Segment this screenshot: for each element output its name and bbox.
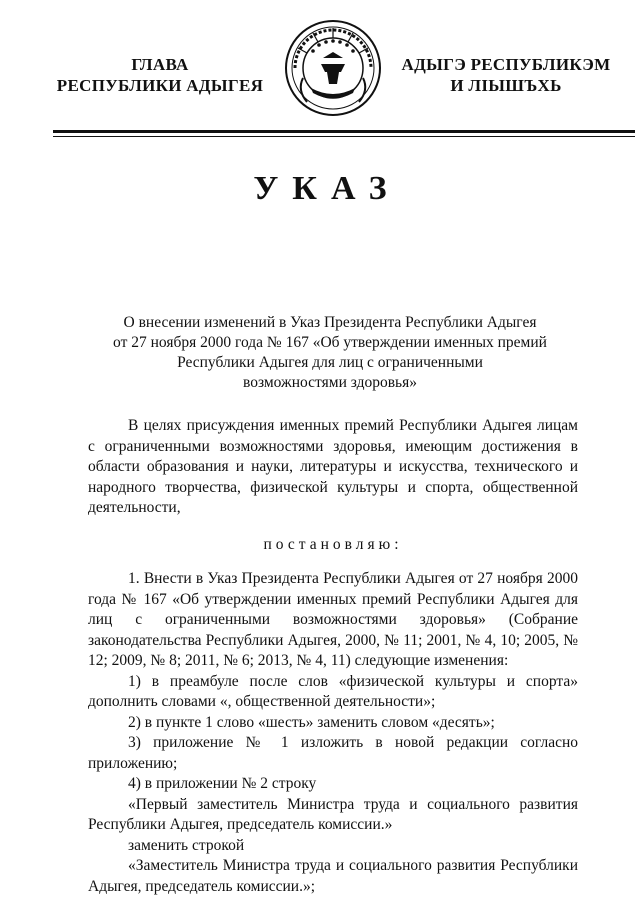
document-title: УКАЗ xyxy=(253,170,401,207)
decree-word: постановляю: xyxy=(263,535,403,553)
subject-line1: О внесении изменений в Указ Президента Республики Адыгея xyxy=(123,314,537,331)
preamble-paragraph: В целях присуждения именных премий Республики Адыгея лицам с ограниченными возможностями здоровья, имеющим достижения в области образования и науки, литературы и искусства, технического и народного творчества, физической культуры и спорта, общественной деятельности, xyxy=(88,417,578,516)
header-divider-thick xyxy=(53,130,635,133)
document-body xyxy=(88,416,578,897)
item-1-2: 2) в пункте 1 слово «шесть» заменить словом «десять»; xyxy=(128,713,495,731)
item-1-1: 1) в преамбуле после слов «физической культуры и спорта» дополнить словами «, общественной деятельности»; xyxy=(88,672,578,710)
document-subject xyxy=(96,313,564,393)
item-1-4-new-line: «Заместитель Министра труда и социального развития Республики Адыгея, председатель комиссии.»; xyxy=(88,857,578,895)
header-left xyxy=(40,54,280,96)
item-1-4-old-line: «Первый заместитель Министра труда и социального развития Республики Адыгея, председатель комиссии.» xyxy=(88,795,578,833)
header-left-line2: РЕСПУБЛИКИ АДЫГЕЯ xyxy=(56,76,264,95)
item-1-4-replace: заменить строкой xyxy=(128,836,245,854)
header-right xyxy=(392,54,620,96)
header-left-line1: ГЛАВА xyxy=(131,55,189,74)
header-right-line2: И ЛІЫШЪХЬ xyxy=(450,76,562,95)
header-divider-thin xyxy=(53,136,635,137)
header-right-line1: АДЫГЭ РЕСПУБЛИКЭМ xyxy=(401,55,611,74)
item-1-3: 3) приложение № 1 изложить в новой редакции согласно приложению; xyxy=(88,734,578,772)
subject-line4: возможностями здоровья» xyxy=(243,374,417,391)
subject-line2: от 27 ноября 2000 года № 167 «Об утверждении именных премий xyxy=(113,334,547,351)
subject-line3: Республики Адыгея для лиц с ограниченными xyxy=(177,354,483,371)
item-1: 1. Внести в Указ Президента Республики Адыгея от 27 ноября 2000 года № 167 «Об утверждении именных премий Республики Адыгея для лиц с ограниченными возможностями здоровья» (Собрание законодательства Республики Адыгея, 2000, № 11; 2001, № 4, 10; 2005, № 12; 2009, № 8; 2011, № 6; 2013, № 4, 11) следующие изменения: xyxy=(88,570,578,669)
coat-of-arms-icon xyxy=(283,18,383,118)
item-1-4: 4) в приложении № 2 строку xyxy=(128,775,317,792)
